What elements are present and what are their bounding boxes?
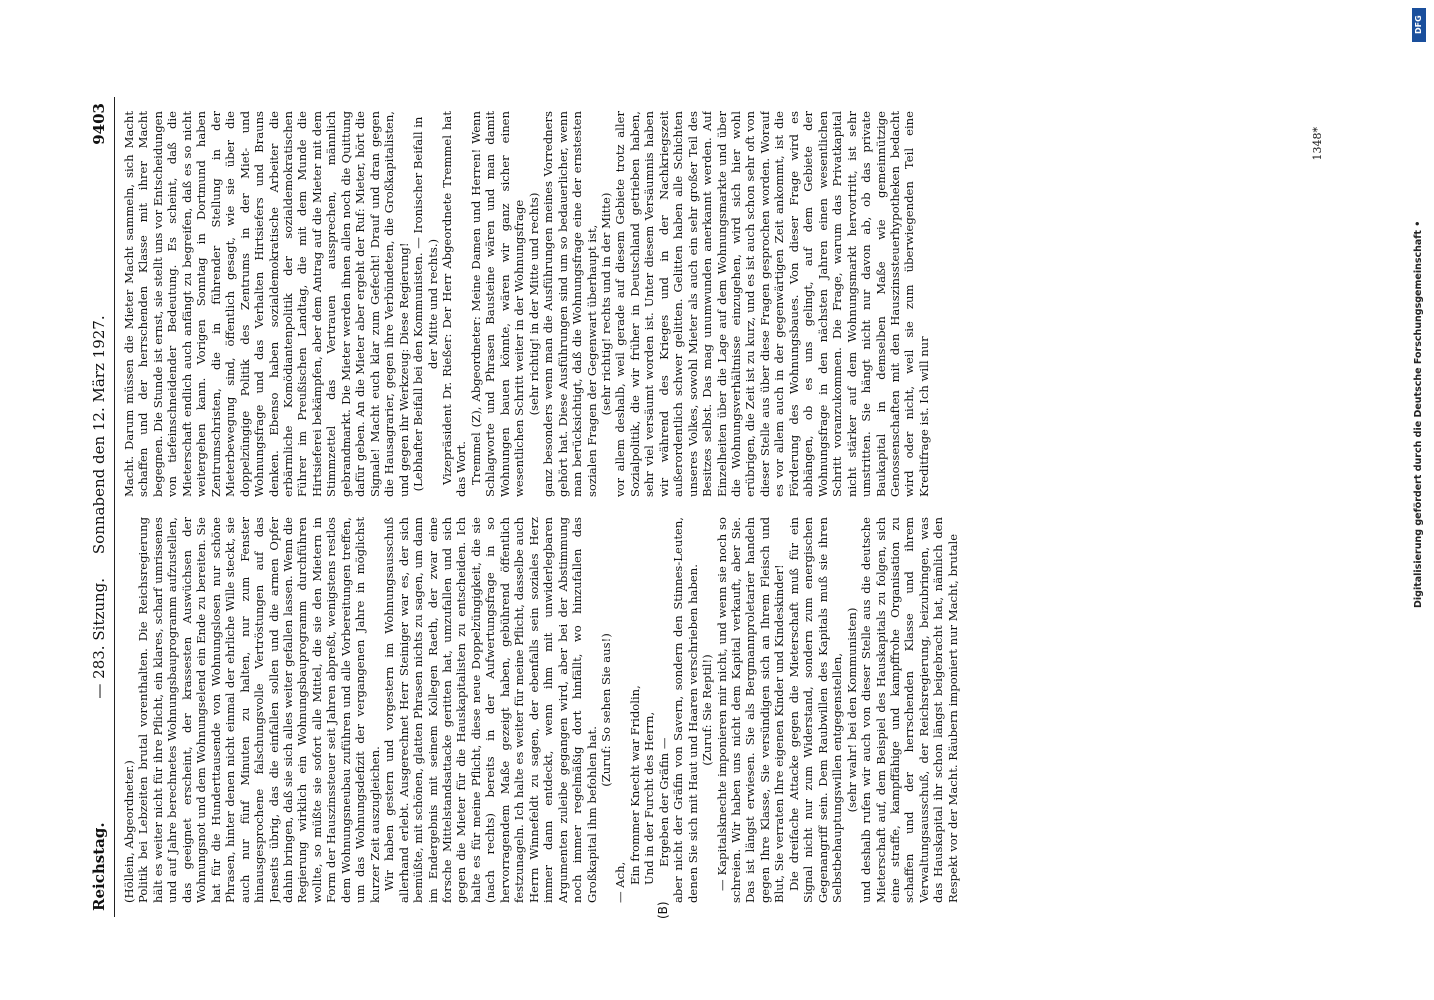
left-paragraph: — Kapitalsknechte imponieren mir nicht, und wenn sie noch so schreien. Wir haben uns nicht dem Kapital verkauft, aber Sie. Das ist längst erwiesen. Sie als Bergmannproletarier handeln gegen Ihre Klasse, Sie versündigen sich an Ihrem Fleisch und Blut, Sie verraten Ihre eigenen Kinder und Kindeskinder! [714,517,787,903]
right-paragraph: (sehr richtig! in der Mitte und rechts) [526,192,541,416]
left-paragraph: (sehr wahr! bei den Kommunisten) [844,607,859,813]
header-date: Sonnabend den 12. März 1927. [90,315,108,555]
left-paragraph: (Höllein, Abgeordneter.) [122,760,136,903]
page-number: 9403 [90,103,108,145]
left-paragraph: und deshalb rufen wir auch von dieser Stelle aus die deutsche Mieterschaft auf, dem Beispiel des Hauskapitals zu folgen, sich eine straffe, kampffähige und kampffrohe Organisation zu schaffen und der herrschenden Klasse und ihrem Verwaltungsausschuß, der Reichsregierung, beizubringen, was das Hauskapital ihr schon längst beigebracht hat, nämlich den Respekt vor der Macht. Räubern imponiert nur Macht, brutale [859,517,960,903]
document-page [86,97,1326,917]
right-paragraph: ganz besonders wenn man die Ausführungen meines Vorredners gehört hat. Diese Ausführungen sind um so bedauerlicher, wenn man berücksichtigt, daß die Wohnungsfrage eine der ernstesten sozialen Fragen der Gegenwart überhaupt ist, [541,111,599,497]
left-paragraph: Ein frommer Knecht war Fridolin, [627,685,642,885]
dfg-sidebar [1410,8,1432,998]
right-paragraph: (Lebhafter Beifall bei den Kommunisten. — Ironischer Beifall in der Mitte und rechts.) [411,116,440,492]
right-paragraph: vor allem deshalb, weil gerade auf diesem Gebiete trotz aller Sozialpolitik, die wir früher in Deutschland getrieben haben, sehr viel versäumt worden ist. Unter diesem Versäumnis haben wir während des Krieges und in der Nachkriegszeit außerordentlich schwer gelitten. Gelitten haben alle Schichten unseres Volkes, sowohl Mieter als auch ein sehr großer Teil des Besitzes selbst. Das mag unumwunden anerkannt werden. Auf Einzelheiten über die Lage auf dem Wohnungsmarkte und über die Wohnungsverhältnisse einzugehen, wird sich hier wohl erübrigen, die Zeit ist zu kurz, und es ist auch schon sehr oft von dieser Stelle aus über diese Fragen gesprochen worden. Worauf es vor allem auch in der gegenwärtigen Zeit ankommt, ist die Förderung des Wohnungsbaues. Von dieser Frage wird es abhängen, ob es uns gelingt, auf dem Gebiete der Wohnungsfrage in den nächsten Jahren einen wesentlichen Schritt voranzukommen. Die Frage, warum das Privatkapital nicht stärker auf dem Wohnungsmarkt hervortritt, ist sehr umstritten. Sie hängt nicht nur davon ab, ob das private Baukapital in demselben Maße wie gemeinnützige Genossenschaften mit den Hauszinssteuerhypotheken bedacht wird oder nicht, weil sie zum überwiegenden Teil eine Kreditfrage ist. Ich will nur [613,111,931,497]
page-footer: 1348* [1311,127,1324,161]
left-paragraph: — Ach, [613,861,628,903]
left-paragraph: (Zuruf: Sie Reptil!) [700,654,715,766]
left-paragraph: (Zuruf: So sehen Sie aus!) [598,633,613,787]
margin-marker-b: (B) [656,901,670,919]
page-header [86,97,115,917]
dfg-credit: Digitalisierung gefördert durch die Deutsche Forschungsgemeinschaft • [1413,220,1424,608]
right-paragraph: Tremmel (Z), Abgeordneter: Meine Damen und Herren! Wenn Schlagworte und Phrasen Bausteine wären und man damit Wohnungen bauen könnte, wären wir ganz sicher einen wesentlichen Schritt weiter in der Wohnungsfrage [468,111,527,497]
left-paragraph: Wir haben gestern und vorgestern im Wohnungsausschuß allerhand erlebt. Ausgerechnet Herr Steiniger war es, der sich bemüßte, mit schönen, glatten Phrasen nichts zu sagen, um dann im Endergebnis mit seinem Kollegen Raeth, der zwar eine forsche Mittelstandsattacke geritten hat, umzufallen und sich gegen die Mieter für die Hauskapitalisten zu entscheiden. Ich halte es für meine Pflicht, diese neue Doppelzüngigkeit, die sie (nach rechts) bereits in der Aufwertungsfrage in so hervorragendem Maße gezeigt haben, gebührend öffentlich festzunageln. Ich halte es weiter für meine Pflicht, dasselbe auch Herrn Winnefeldt zu sagen, der ebenfalls sein soziales Herz immer dann entdeckt, wenn ihm mit unwiderlegbaren Argumenten zuleibe gegangen wird, aber bei der Abstimmung noch immer regelmäßig dort hinfällt, wo hinzufallen das Großkapital ihm befohlen hat. [382,517,599,903]
left-paragraph: Und in der Furcht des Herrn, [642,711,657,885]
right-paragraph: Macht. Darum müssen die Mieter Macht sammeln, sich Macht schaffen und der herrschenden Klasse mit ihrer Macht begegnen. Die Stunde ist ernst, sie stellt uns vor Entscheidungen von tiefeinschneidender Bedeutung. Es scheint, daß die Mieterschaft endlich auch anfängt zu begreifen, daß es so nicht weitergehen kann. Vorigen Sonntag in Dortmund haben Zentrumschristen, die in führender Stellung in der Mieterbewegung sind, öffentlich gesagt, wie sie über die doppelzüngige Politik des Zentrums in der Miet- und Wohnungsfrage und das Verhalten Hirtsiefers und Brauns denken. Ebenso haben sozialdemokratische Arbeiter die erbärmliche Komödiantenpolitik der sozialdemokratischen Führer im Preußischen Landtag, die mit dem Munde die Hirtsieferei bekämpfen, aber dem Antrag auf die Mieter mit dem Stimmzettel das Vertrauen aussprechen, männlich gebrandmarkt. Die Mieter werden ihnen allen noch die Quittung dafür geben. An die Mieter aber ergeht der Ruf: Mieter, hört die Signale! Macht euch klar zum Gefecht! Drauf und dran gegen die Hausagrarier, gegen ihre Verbündeten, die Großkapitalisten, und gegen ihr Werkzeug: Diese Regierung! [122,111,411,497]
header-center [90,97,108,917]
left-paragraph: aber nicht der Gräfin von Savern, sondern den Stinnes-Leuten, denen Sie sich mit Haut und Haaren verschrieben haben. [671,517,700,903]
dfg-logo: DFG [1412,8,1426,42]
left-column [122,517,1306,903]
right-paragraph: Vizepräsident Dr. Rießer: Der Herr Abgeordnete Tremmel hat das Wort. [439,111,469,497]
right-column [122,111,1306,497]
left-paragraph: Die dreifache Attacke gegen die Mieterschaft muß für ein Signal nicht nur zum Widerstand, sondern zum energischen Gegenangriff sein. Dem Raubwillen des Kapitals muß sie ihren Selbstbehauptungswillen entgegenstellen, [786,517,845,903]
header-left: Reichstag. [90,822,108,911]
left-paragraph: Politik bei Lebzeiten brutal vorenthalten. Die Reichsregierung hält es weiter nicht für ihre Pflicht, ein klares, scharf umrissenes und auf Jahre berechnetes Wohnungsbauprogramm aufzustellen, das geeignet erscheint, der krassesten Auswüchsen der Wohnungsnot und dem Wohnungselend ein Ende zu bereiten. Sie hat für die Hunderttausende von Wohnungslosen nur schöne Phrasen, hinter denen nicht einmal der ehrliche Wille steckt, sie auch nur fünf Minuten zu halten, nur zum Fenster hinausgesprochene falschungsvolle Vertröstungen auf das Jenseits übrig, das die einfallen sollen und die armen Opfer dahin bringen, daß sie sich alles weiter gefallen lassen. Wenn die Regierung wirklich ein Wohnungsbauprogramm durchführen wollte, so müßte sie sofort alle Mittel, die sie den Mietern in Form der Hauszinssteuer seit Jahren abpreßt, wenigstens restlos dem Wohnungsneubau zuführen und alle Vorbereitungen treffen, um das Wohnungsdefizit der vergangenen Jahre in möglichst kurzer Zeit auszugleichen. [136,517,382,903]
right-paragraph: (sehr richtig! rechts und in der Mitte) [598,192,613,416]
left-paragraph: Ergeben der Gräfin — [656,737,671,867]
header-session: — 283. Sitzung. [90,577,108,699]
